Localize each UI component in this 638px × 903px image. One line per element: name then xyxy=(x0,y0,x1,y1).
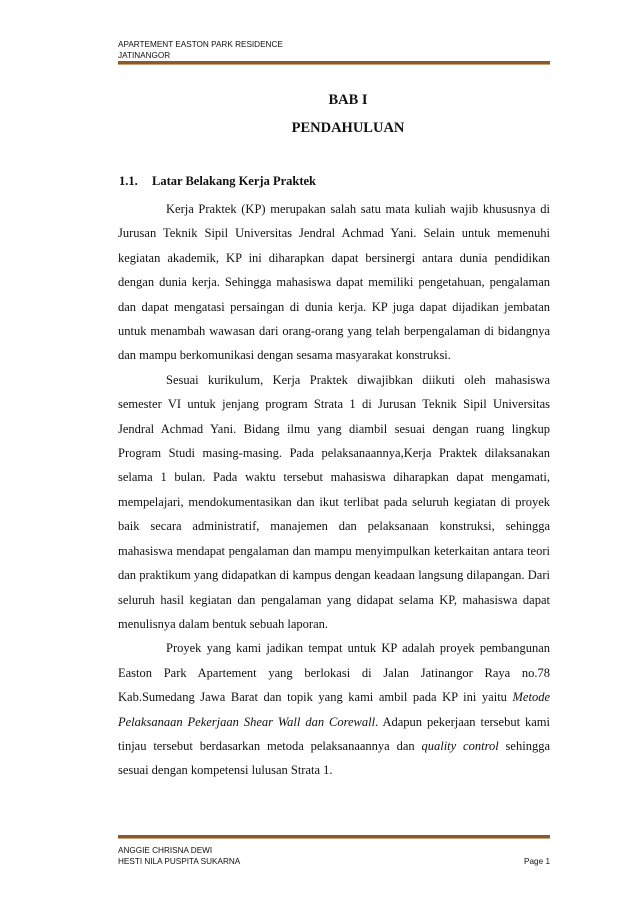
section-number: 1.1. xyxy=(119,174,138,188)
header-title: APARTEMENT EASTON PARK RESIDENCE xyxy=(118,40,283,49)
paragraph-3 xyxy=(118,636,550,782)
paragraph-3-italic-qc: quality control xyxy=(421,738,499,753)
section-title: Latar Belakang Kerja Praktek xyxy=(152,174,316,188)
page-footer xyxy=(118,845,550,867)
footer-divider-thin xyxy=(118,838,550,839)
header-divider-thin xyxy=(118,64,550,65)
section-heading xyxy=(119,174,316,189)
chapter-number: BAB I xyxy=(328,92,368,108)
header-location: JATINANGOR xyxy=(118,51,171,60)
chapter-title: PENDAHULUAN xyxy=(291,120,405,136)
footer-author-1: ANGGIE CHRISNA DEWI xyxy=(118,846,213,855)
paragraph-3-text-a: Proyek yang kami jadikan tempat untuk KP adalah proyek pembangunan Easton Park Apartement yang berlokasi di Jalan Jatinangor Raya no.78 Kab.Sumedang Jawa Barat dan topik yang kami ambil pada KP ini yaitu xyxy=(118,641,550,705)
body-text xyxy=(118,197,550,783)
paragraph-3-italic-method: Metode Pelaksanaan Pekerjaan Shear Wall dan Corewall xyxy=(118,690,550,729)
paragraph-3-text-b: . Adapun pekerjaan tersebut kami tinjau tersebut berdasarkan metoda pelaksanaannya dan xyxy=(118,714,550,753)
paragraph-3-text-c: sehingga sesuai dengan kompetensi lulusan Strata 1. xyxy=(118,738,550,778)
footer-author-2: HESTI NILA PUSPITA SUKARNA xyxy=(118,857,241,866)
paragraph-2: Sesuai kurikulum, Kerja Praktek diwajibkan diikuti oleh mahasiswa semester VI untuk jenjang program Strata 1 di Jurusan Teknik Sipil Universitas Jendral Achmad Yani. Bidang ilmu yang diambil sesuai dengan ruang lingkup Program Studi masing-masing. Pada pelaksanaannya,Kerja Praktek dilaksanakan selama 1 bulan. Pada waktu tersebut mahasiswa diharapkan dapat mengamati, mempelajari, mendokumentasikan dan ikut terlibat pada seluruh kegiatan di proyek baik secara administratif, manajemen dan pelaksanaan konstruksi, sehingga mahasiswa mendapat pengalaman dan mampu menyimpulkan keterkaitan antara teori dan praktikum yang didapatkan di kampus dengan keadaan langsung dilapangan. Dari seluruh hasil kegiatan dan pengalaman yang didapat selama KP, mahasiswa dapat menulisnya dalam bentuk sebuah laporan. xyxy=(118,372,550,631)
page-number: Page 1 xyxy=(524,857,550,866)
paragraph-1: Kerja Praktek (KP) merupakan salah satu mata kuliah wajib khususnya di Jurusan Teknik Sipil Universitas Jendral Achmad Yani. Selain untuk memenuhi kegiatan akademik, KP ini diharapkan dapat bersinergi antara dunia pendidikan dengan dunia kerja. Sehingga mahasiswa dapat memiliki pengetahuan, pengalaman dan dapat mengatasi persaingan di dunia kerja. KP juga dapat dijadikan jembatan untuk menambah wawasan dari orang-orang yang telah berpengalaman di bidangnya dan mampu berkomunikasi dengan sesama masyarakat konstruksi. xyxy=(118,202,550,363)
page-header xyxy=(118,39,548,61)
